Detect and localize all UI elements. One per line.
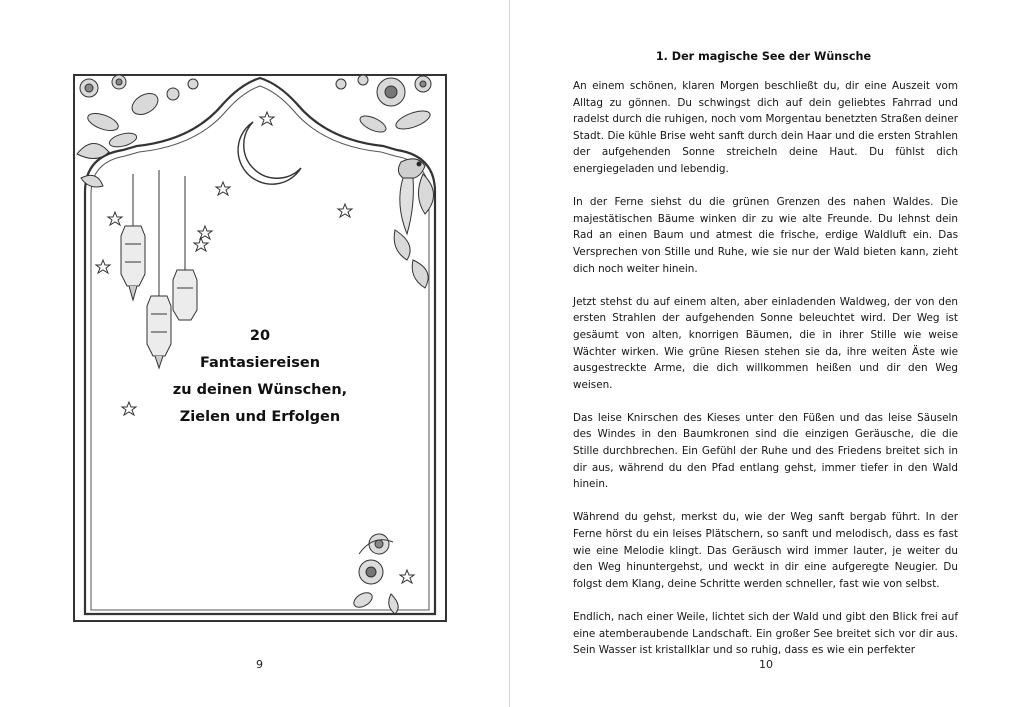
title-line-4: Zielen und Erfolgen [179, 409, 341, 425]
paragraph-5: Während du gehst, merkst du, wie der Weg sanft bergab führt. In der Ferne hörst du ein leises Plätschern, so sanft und melodisch, dass es fast wie eine Melodie klingt. Das Geräusch wird immer lauter, je weiter du den Weg hinuntergehst, und weckt in dir eine aufgeregte Neugier. Du folgst dem Klang, deine Schritte werden schneller, fast wie von selbst. [573, 511, 958, 590]
page-number-right: 10 [759, 658, 773, 671]
book-title [160, 323, 360, 431]
paragraph-4: Das leise Knirschen des Kieses unter den Füßen und das leise Säuseln des Windes in den Baumkronen sind die einzigen Geräusche, die die Stille durchbrechen. Ein Gefühl der Ruhe und des Friedens breitet sich in dir aus, während du den Pfad entlang gehst, immer tiefer in den Wald hinein. [573, 411, 958, 491]
page-number-left: 9 [256, 658, 263, 671]
chapter-title: 1. Der magische See der Wünsche [655, 50, 872, 63]
paragraph-3: Jetzt stehst du auf einem alten, aber einladenden Waldweg, der von den ersten Strahlen der aufgehenden Sonne beleuchtet wird. Der Weg ist gesäumt von alten, knorrigen Bäumen, die in ihrer Stille wie weise Wächter wirken. Wie grüne Riesen stehen sie da, ihre weiten Äste wie ausgestreckte Arme, die dich willkommen heißen und dir den Weg weisen. [573, 295, 958, 391]
paragraph-2: In der Ferne siehst du die grünen Grenzen des nahen Waldes. Die majestätischen Bäume winken dir zu wie alte Freunde. Du lehnst dein Rad an einen Baum und atmest die frische, erdige Waldluft ein. Das Versprechen von Stille und Ruhe, wie sie nur der Wald bieten kann, zieht dich noch weiter hinein. [573, 196, 958, 275]
title-line-2: Fantasiereisen [199, 355, 321, 371]
title-line-3: zu deinen Wünschen, [172, 382, 348, 398]
paragraph-6: Endlich, nach einer Weile, lichtet sich der Wald und gibt den Blick frei auf eine atemberaubende Landschaft. Ein großer See breitet sich vor dir aus. Sein Wasser ist kristallklar und so ruhig, dass es wie ein perfekter [573, 611, 958, 657]
paragraph-1: An einem schönen, klaren Morgen beschließt du, dir eine Auszeit vom Alltag zu gönnen. Du schwingst dich auf dein geliebtes Fahrrad und radelst durch die ruhigen, noch vom Morgentau benetzten Straßen deiner Stadt. Die kühle Brise weht sanft durch dein Haar und die ersten Strahlen der aufgehenden Sonne streicheln deine Haut. Du fühlst dich energiegeladen und lebendig. [573, 80, 958, 175]
left-page [0, 0, 509, 707]
right-page [510, 0, 1020, 707]
chapter-body [573, 78, 958, 675]
title-line-1: 20 [249, 328, 271, 344]
